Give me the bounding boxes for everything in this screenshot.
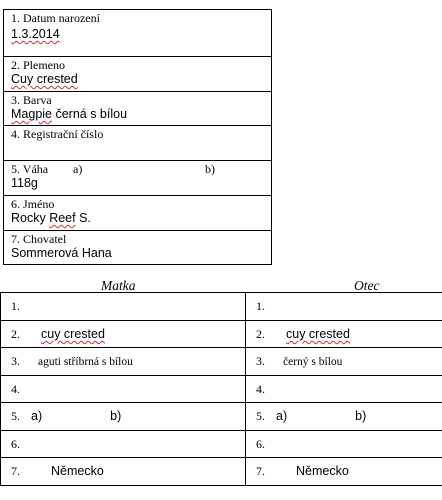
mother-breed: cuy crested bbox=[41, 326, 105, 341]
mother-cell-4 bbox=[1, 375, 246, 403]
mother-weight-b: b) bbox=[110, 409, 122, 424]
mother-heading: Matka bbox=[101, 278, 136, 293]
father-heading: Otec bbox=[354, 278, 380, 293]
father-cell-5 bbox=[246, 403, 442, 431]
mother-cell-2 bbox=[1, 320, 246, 348]
parents-row-4 bbox=[1, 375, 442, 403]
color-value-rest: černá s bílou bbox=[52, 107, 128, 121]
parents-row-5 bbox=[1, 403, 442, 431]
father-cell-3 bbox=[246, 348, 442, 376]
breed-value bbox=[11, 72, 271, 87]
mother-origin: Německo bbox=[51, 464, 104, 479]
father-num-7: 7. bbox=[256, 464, 265, 479]
color-value bbox=[11, 107, 271, 122]
father-cell-2 bbox=[246, 320, 442, 348]
father-num-2: 2. bbox=[256, 326, 265, 341]
parents-row-7 bbox=[1, 458, 442, 486]
mother-num-5: 5. bbox=[11, 409, 20, 424]
breed-row bbox=[4, 57, 271, 92]
mother-num-7: 7. bbox=[11, 464, 20, 479]
mother-num-1: 1. bbox=[11, 299, 20, 314]
weight-label: 5. Váha bbox=[11, 162, 49, 176]
breeder-row bbox=[4, 231, 271, 265]
name-label: 6. Jméno bbox=[11, 197, 55, 211]
color-label: 3. Barva bbox=[11, 93, 52, 107]
name-value-pre: Rocky bbox=[11, 211, 50, 225]
name-value bbox=[11, 211, 271, 226]
name-value-post: S. bbox=[75, 211, 91, 225]
weight-label-line bbox=[11, 163, 271, 176]
father-cell-7 bbox=[246, 458, 442, 486]
father-breed: cuy crested bbox=[286, 326, 350, 341]
weight-row bbox=[4, 161, 271, 196]
father-num-4: 4. bbox=[256, 381, 265, 396]
mother-cell-6 bbox=[1, 430, 246, 458]
father-weight-b: b) bbox=[355, 409, 367, 424]
birth-date-row bbox=[4, 10, 271, 57]
weight-value: 118g bbox=[11, 176, 38, 190]
mother-cell-1 bbox=[1, 293, 246, 321]
parents-row-1 bbox=[1, 293, 442, 321]
registration-label: 4. Registrační číslo bbox=[11, 127, 104, 141]
father-num-1: 1. bbox=[256, 299, 265, 314]
mother-color: aguti stříbrná s bílou bbox=[38, 356, 133, 369]
father-origin: Německo bbox=[296, 464, 349, 479]
father-cell-1 bbox=[246, 293, 442, 321]
name-value-word: Reef bbox=[49, 211, 76, 225]
weight-a-label: a) bbox=[73, 162, 83, 176]
father-weight-a: a) bbox=[276, 409, 288, 424]
mother-num-2: 2. bbox=[11, 326, 20, 341]
breed-value-text: Cuy crested bbox=[11, 72, 78, 86]
father-num-6: 6. bbox=[256, 436, 265, 451]
mother-cell-7 bbox=[1, 458, 246, 486]
father-cell-4 bbox=[246, 375, 442, 403]
color-value-word: Magpie bbox=[11, 107, 52, 121]
birth-date-label: 1. Datum narození bbox=[11, 11, 100, 25]
parents-table bbox=[0, 292, 442, 486]
weight-b-label: b) bbox=[205, 162, 215, 176]
breeder-label: 7. Chovatel bbox=[11, 232, 67, 246]
animal-card bbox=[3, 9, 272, 265]
parents-row-6 bbox=[1, 430, 442, 458]
parents-row-3 bbox=[1, 348, 442, 376]
breeder-value: Sommerová Hana bbox=[11, 246, 112, 260]
mother-num-4: 4. bbox=[11, 381, 20, 396]
breed-label: 2. Plemeno bbox=[11, 58, 65, 72]
color-row bbox=[4, 92, 271, 126]
registration-row bbox=[4, 126, 271, 161]
birth-date-value: 1.3.2014 bbox=[11, 27, 60, 41]
mother-cell-5 bbox=[1, 403, 246, 431]
mother-cell-3 bbox=[1, 348, 246, 376]
father-color: černý s bílou bbox=[283, 356, 343, 369]
parents-row-2 bbox=[1, 320, 442, 348]
mother-weight-a: a) bbox=[31, 409, 43, 424]
father-num-5: 5. bbox=[256, 409, 265, 424]
father-num-3: 3. bbox=[256, 354, 265, 369]
mother-num-3: 3. bbox=[11, 354, 20, 369]
father-cell-6 bbox=[246, 430, 442, 458]
mother-num-6: 6. bbox=[11, 436, 20, 451]
name-row bbox=[4, 196, 271, 231]
